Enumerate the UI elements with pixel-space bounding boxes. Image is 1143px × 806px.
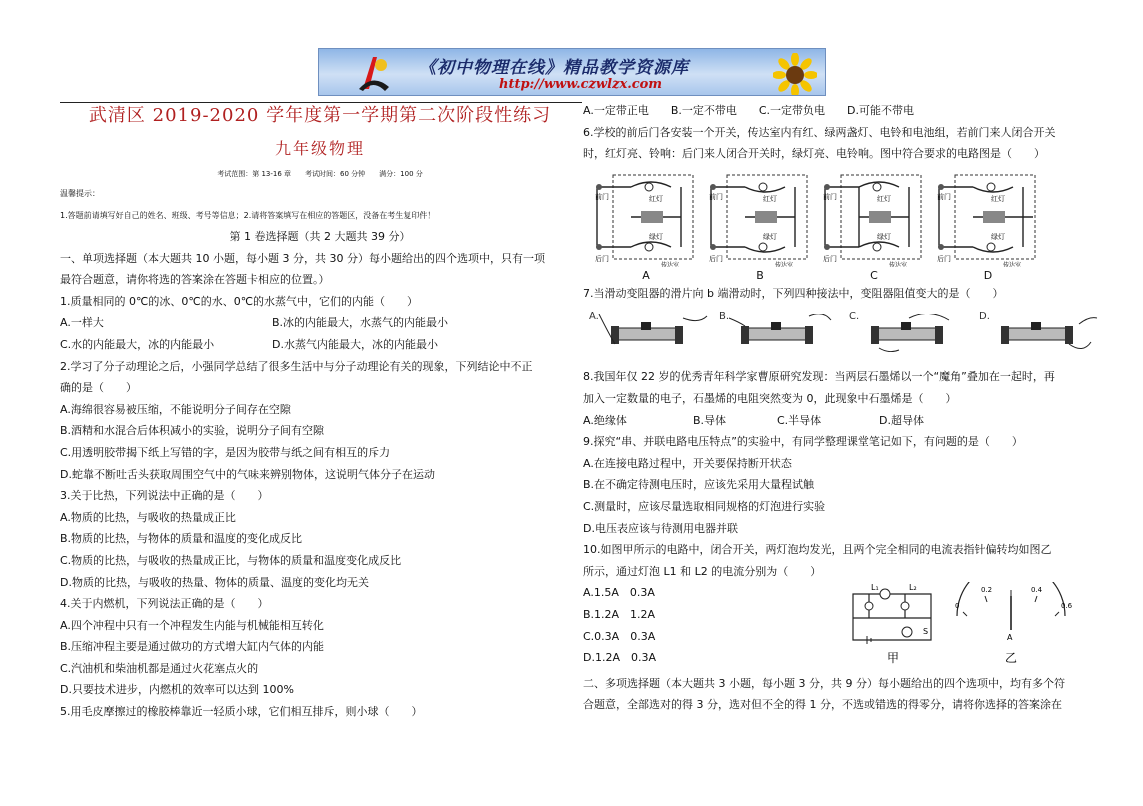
q1-option-a: A.一样大 <box>60 316 104 330</box>
q9-option-a: A.在连接电路过程中，开关要保持断开状态 <box>583 456 792 470</box>
q3-stem: 3.关于比热，下列说法中正确的是（ ） <box>60 489 269 503</box>
q7-rheostat-a: A. <box>589 314 709 352</box>
q9-option-d: D.电压表应该与待测用电器并联 <box>583 521 738 535</box>
svg-text:L₂: L₂ <box>909 583 917 592</box>
svg-text:传达室: 传达室 <box>775 261 794 267</box>
svg-text:A: A <box>1007 633 1013 642</box>
svg-text:后门: 后门 <box>823 254 837 263</box>
tips-head: 温馨提示： <box>60 189 100 198</box>
svg-text:甲: 甲 <box>887 651 900 665</box>
right-column <box>583 100 1093 716</box>
q10-option-d: D.1.2A 0.3A <box>583 651 657 665</box>
rheostat-icon <box>849 314 969 352</box>
svg-text:后门: 后门 <box>709 254 723 263</box>
svg-text:S: S <box>923 627 929 636</box>
svg-text:乙: 乙 <box>1005 651 1018 665</box>
rheostat-icon <box>719 314 839 352</box>
q9-option-b: B.在不确定待测电压时，应该先采用大量程试触 <box>583 478 815 492</box>
q6-circuit-c <box>819 167 929 283</box>
q7-rheostat-c: C. <box>849 314 969 352</box>
svg-text:红灯: 红灯 <box>877 194 891 203</box>
q10-figure <box>845 582 1093 674</box>
header-banner <box>318 48 826 96</box>
q6-stem-cont: 时，红灯亮、铃响：后门来人闭合开关时，绿灯亮、电铃响。图中符合要求的电路图是（ ） <box>583 147 1045 161</box>
circuit-diagram-icon <box>591 167 701 267</box>
q3-option-b: B.物质的比热，与物体的质量和温度的变化成反比 <box>60 532 303 546</box>
svg-text:传达室: 传达室 <box>1003 261 1022 267</box>
tips-body: 1.答题前请填写好自己的姓名、班级、考号等信息；2.请将答案填写在相应的答题区，没备在考生复印件！ <box>60 211 436 220</box>
svg-text:传达室: 传达室 <box>889 261 908 267</box>
banner-url: http://www.czwlzx.com <box>499 77 663 92</box>
svg-text:L₁: L₁ <box>871 583 879 592</box>
svg-text:前门: 前门 <box>937 192 951 201</box>
svg-text:绿灯: 绿灯 <box>763 232 777 241</box>
q2-stem-cont: 确的是（ ） <box>60 381 137 395</box>
q3-option-c: C.物质的比热，与吸收的热量成正比，与物体的质量和温度变化成反比 <box>60 553 402 567</box>
part-2-intro-cont: 合题意，全部选对的得 3 分，选对但不全的得 1 分，不选或错选的得零分，请将你选择的答案涂在 <box>583 698 1062 712</box>
svg-text:0.4: 0.4 <box>1031 586 1043 594</box>
circuit-diagram-icon <box>819 167 929 267</box>
q6-stem: 6.学校的前后门各安装一个开关，传达室内有红、绿两盏灯、电铃和电池组，若前门来人闭合开关 <box>583 125 1056 139</box>
q4-option-c: C.汽油机和柴油机都是通过火花塞点火的 <box>60 661 259 675</box>
circuit-and-ammeter-icon <box>845 582 1093 674</box>
q2-option-a: A.海绵很容易被压缩，不能说明分子间存在空隙 <box>60 402 291 416</box>
svg-text:红灯: 红灯 <box>991 194 1005 203</box>
q7-rheostat-d: D. <box>979 314 1099 352</box>
svg-text:前门: 前门 <box>709 192 723 201</box>
svg-text:传达室: 传达室 <box>661 261 680 267</box>
q6-label-d: D <box>983 269 993 283</box>
svg-text:0.2: 0.2 <box>981 586 993 594</box>
rheostat-icon <box>589 314 709 352</box>
circuit-diagram-icon <box>705 167 815 267</box>
q2-option-b: B.酒精和水混合后体积减小的实验，说明分子间有空隙 <box>60 424 325 438</box>
part-1-intro-cont: 最符合题意，请你将选的答案涂在答题卡相应的位置。） <box>60 273 330 287</box>
svg-text:0: 0 <box>955 602 960 610</box>
q5-stem: 5.用毛皮摩擦过的橡胶棒靠近一轻质小球，它们相互排斥，则小球（ ） <box>60 705 423 719</box>
q9-option-c: C.测量时，应该尽量选取相同规格的灯泡进行实验 <box>583 499 826 513</box>
banner-title: 《初中物理在线》精品教学资源库 <box>419 58 689 78</box>
q6-circuit-a <box>591 167 701 283</box>
q4-option-d: D.只要技术进步，内燃机的效率可以达到 100% <box>60 683 294 697</box>
part-1-intro: 一、单项选择题（本大题共 10 小题，每小题 3 分，共 30 分）每小题给出的四个选项中，只有一项 <box>60 251 545 265</box>
q6-label-b: B <box>756 269 764 283</box>
q1-stem: 1.质量相同的 0℃的冰、0℃的水、0℃的水蒸气中，它们的内能（ ） <box>60 294 419 308</box>
q10-option-c: C.0.3A 0.3A <box>583 629 656 643</box>
q8-stem-cont: 加入一定数量的电子，石墨烯的电阻突然变为 0，此现象中石墨烯是（ ） <box>583 391 957 405</box>
q6-label-a: A <box>642 269 650 283</box>
q1-option-b: B.冰的内能最大，水蒸气的内能最小 <box>272 316 449 330</box>
q5-options: A.一定带正电 B.一定不带电 C.一定带负电 D.可能不带电 <box>583 104 915 117</box>
q3-option-d: D.物质的比热，与吸收的热量、物体的质量、温度的变化均无关 <box>60 575 369 589</box>
logo-icon <box>355 53 393 93</box>
q2-option-c: C.用透明胶带揭下纸上写错的字，是因为胶带与纸之间有相互的斥力 <box>60 445 391 459</box>
svg-text:绿灯: 绿灯 <box>649 232 663 241</box>
q1-option-c: C.水的内能最大，冰的内能最小 <box>60 337 215 351</box>
q10-option-b: B.1.2A 1.2A <box>583 607 656 621</box>
q8-option-d: D.超导体 <box>879 413 924 427</box>
q10-stem: 10.如图甲所示的电路中，闭合开关，两灯泡均发光，且两个完全相同的电流表指针偏转均如图乙 <box>583 543 1052 557</box>
svg-text:红灯: 红灯 <box>763 194 777 203</box>
rheostat-icon <box>979 314 1099 352</box>
q4-stem: 4.关于内燃机，下列说法正确的是（ ） <box>60 597 269 611</box>
q10-stem-cont: 所示，通过灯泡 L1 和 L2 的电流分别为（ ） <box>583 564 822 578</box>
sunflower-icon <box>773 53 817 96</box>
exam-subtitle: 九年级物理 <box>274 139 365 158</box>
left-column <box>60 100 580 723</box>
svg-text:红灯: 红灯 <box>649 194 663 203</box>
q7-stem: 7.当滑动变阻器的滑片向 b 端滑动时，下列四种接法中，变阻器阻值变大的是（ ） <box>583 286 1004 300</box>
q6-circuit-d <box>933 167 1043 283</box>
svg-text:后门: 后门 <box>937 254 951 263</box>
q9-stem: 9.探究“串、并联电路电压特点”的实验中，有同学整理课堂笔记如下，有问题的是（ ） <box>583 435 1023 449</box>
exam-title: 武清区 2019-2020 学年度第一学期第二次阶段性练习 <box>88 105 552 126</box>
q8-option-a: A.绝缘体 <box>583 413 627 427</box>
exam-meta: 考试范围：第 13-16 章 考试时间：60 分钟 满分：100 分 <box>217 170 423 178</box>
svg-text:绿灯: 绿灯 <box>877 232 891 241</box>
svg-text:0.6: 0.6 <box>1061 602 1073 610</box>
q2-option-d: D.蛇靠不断吐舌头获取周围空气中的气味来辨别物体，这说明气体分子在运动 <box>60 467 435 481</box>
svg-text:绿灯: 绿灯 <box>991 232 1005 241</box>
part-2-intro: 二、多项选择题（本大题共 3 小题，每小题 3 分，共 9 分）每小题给出的四个选项中，均有多个符 <box>583 676 1065 690</box>
q6-circuit-b <box>705 167 815 283</box>
q2-stem: 2.学习了分子动理论之后，小强同学总结了很多生活中与分子动理论有关的现象，下列结论中不正 <box>60 359 533 373</box>
svg-text:后门: 后门 <box>595 254 609 263</box>
q6-label-c: C <box>870 269 878 283</box>
q4-option-a: A.四个冲程中只有一个冲程发生内能与机械能相互转化 <box>60 618 324 632</box>
q3-option-a: A.物质的比热，与吸收的热量成正比 <box>60 510 236 524</box>
q8-option-c: C.半导体 <box>777 413 822 427</box>
q8-stem: 8.我国年仅 22 岁的优秀青年科学家曹原研究发现：当两层石墨烯以一个“魔角”叠加在一起时，再 <box>583 370 1055 384</box>
q7-rheostat-b: B. <box>719 314 839 352</box>
q7-figure <box>583 304 1093 356</box>
section-1-heading: 第 1 卷选择题（共 2 大题共 39 分） <box>229 230 411 243</box>
svg-text:前门: 前门 <box>595 192 609 201</box>
q8-option-b: B.导体 <box>693 413 727 427</box>
circuit-diagram-icon <box>933 167 1043 267</box>
q10-option-a: A.1.5A 0.3A <box>583 586 655 600</box>
q1-option-d: D.水蒸气内能最大，冰的内能最小 <box>272 337 438 351</box>
q6-figure <box>583 165 1093 283</box>
svg-text:前门: 前门 <box>823 192 837 201</box>
q4-option-b: B.压缩冲程主要是通过做功的方式增大缸内气体的内能 <box>60 640 325 654</box>
